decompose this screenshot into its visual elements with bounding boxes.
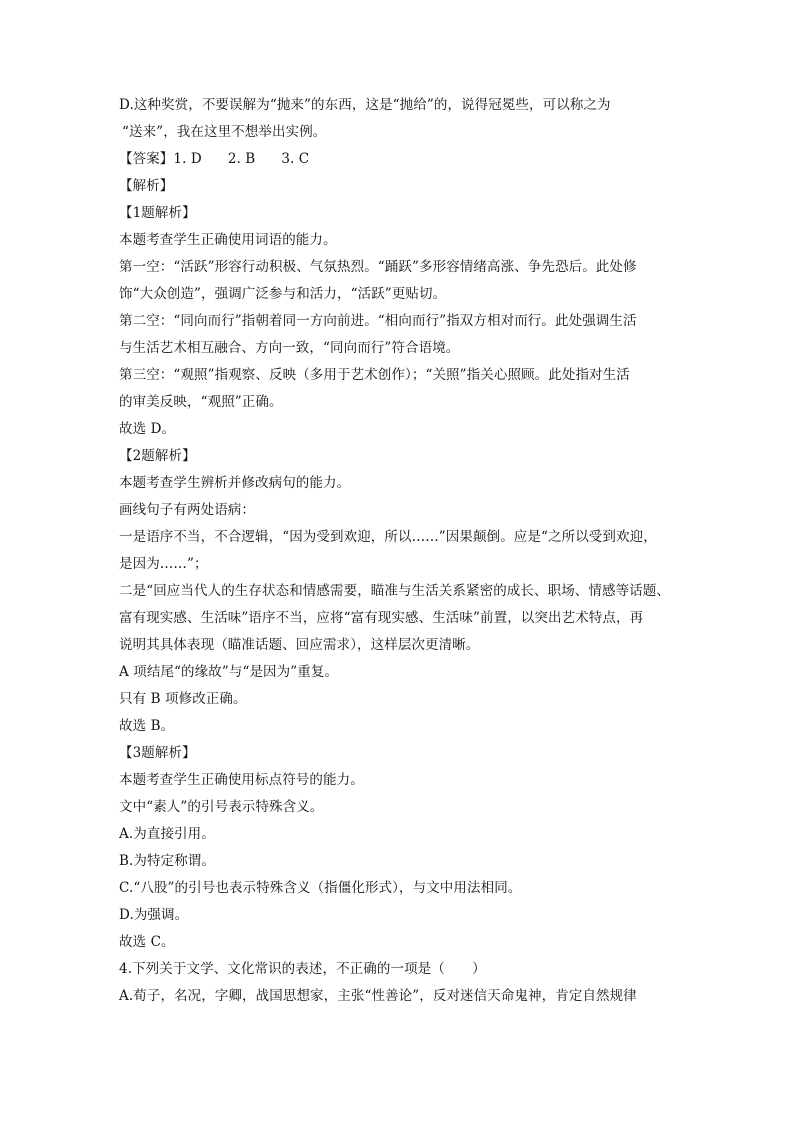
section-heading: 【1题解析】 xyxy=(119,205,196,221)
text-line: 饰“大众创造”，强调广泛参与和活力，“活跃”更贴切。 xyxy=(119,286,447,302)
text-line: 说明其具体表现（瞄准话题、回应需求），这样层次更清晰。 xyxy=(119,637,480,653)
text-line: 与生活艺术相互融合、方向一致，“同向而行”符合语境。 xyxy=(119,340,460,356)
text-line: B.为特定称谓。 xyxy=(119,853,216,869)
text-line: 本题考查学生正确使用标点符号的能力。 xyxy=(119,772,364,788)
text-line: 画线句子有两处语病： xyxy=(119,502,255,518)
text-line: 故选 B。 xyxy=(119,718,175,734)
text-line: 故选 D。 xyxy=(119,421,176,437)
text-line: 的审美反映，“观照”正确。 xyxy=(119,394,283,410)
text-line: 是因为……”； xyxy=(119,556,208,572)
answer-item: 1. D xyxy=(173,151,202,167)
text-line: 一是语序不当，不合逻辑，“因为受到欢迎，所以……”因果颠倒。应是“之所以受到欢迎， xyxy=(119,529,657,545)
question-stem: 4.下列关于文学、文化常识的表述，不正确的一项是（ ） xyxy=(119,961,486,977)
text-line: 文中“素人”的引号表示特殊含义。 xyxy=(119,799,324,815)
text-line: 富有现实感、生活味”语序不当，应将“富有现实感、生活味”前置，以突出艺术特点，再 xyxy=(119,610,644,626)
answer-item: 2. B xyxy=(227,151,256,167)
text-line: 故选 C。 xyxy=(119,934,175,950)
text-line: 第三空：“观照”指观察、反映（多用于艺术创作）；“关照”指关心照顾。此处指对生活 xyxy=(119,367,630,383)
text-line: A.荀子，名况，字卿，战国思想家，主张“性善论”，反对迷信天命鬼神，肯定自然规律 xyxy=(119,988,637,1004)
answer-label: 【答案】 xyxy=(119,151,174,167)
text-line: “送来”，我在这里不想举出实例。 xyxy=(122,124,327,140)
text-line: D.这种奖赏，不要误解为“抛来”的东西，这是“抛给”的，说得冠冕些，可以称之为 xyxy=(119,97,611,113)
text-line: D.为强调。 xyxy=(119,907,189,923)
answer-line xyxy=(119,146,679,173)
section-heading: 【解析】 xyxy=(119,178,174,194)
text-line: 本题考查学生正确使用词语的能力。 xyxy=(119,232,337,248)
text-line: 二是“回应当代人的生存状态和情感需要，瞄准与生活关系紧密的成长、职场、情感等话题、 xyxy=(119,583,670,599)
text-line: 只有 B 项修改正确。 xyxy=(119,691,247,707)
text-line: A.为直接引用。 xyxy=(119,826,215,842)
document-page xyxy=(119,92,679,1010)
text-line: 本题考查学生辨析并修改病句的能力。 xyxy=(119,475,351,491)
section-heading: 【3题解析】 xyxy=(119,745,196,761)
text-line: C.“八股”的引号也表示特殊含义（指僵化形式），与文中用法相同。 xyxy=(119,880,522,896)
answer-item: 3. C xyxy=(281,151,310,167)
section-heading: 【2题解析】 xyxy=(119,448,196,464)
text-line: 第二空：“同向而行”指朝着同一方向前进。“相向而行”指双方相对而行。此处强调生活 xyxy=(119,313,637,329)
text-line: A 项结尾“的缘故”与“是因为”重复。 xyxy=(119,664,339,680)
text-line: 第一空：“活跃”形容行动积极、气氛热烈。“踊跃”多形容情绪高涨、争先恐后。此处修 xyxy=(119,259,637,275)
